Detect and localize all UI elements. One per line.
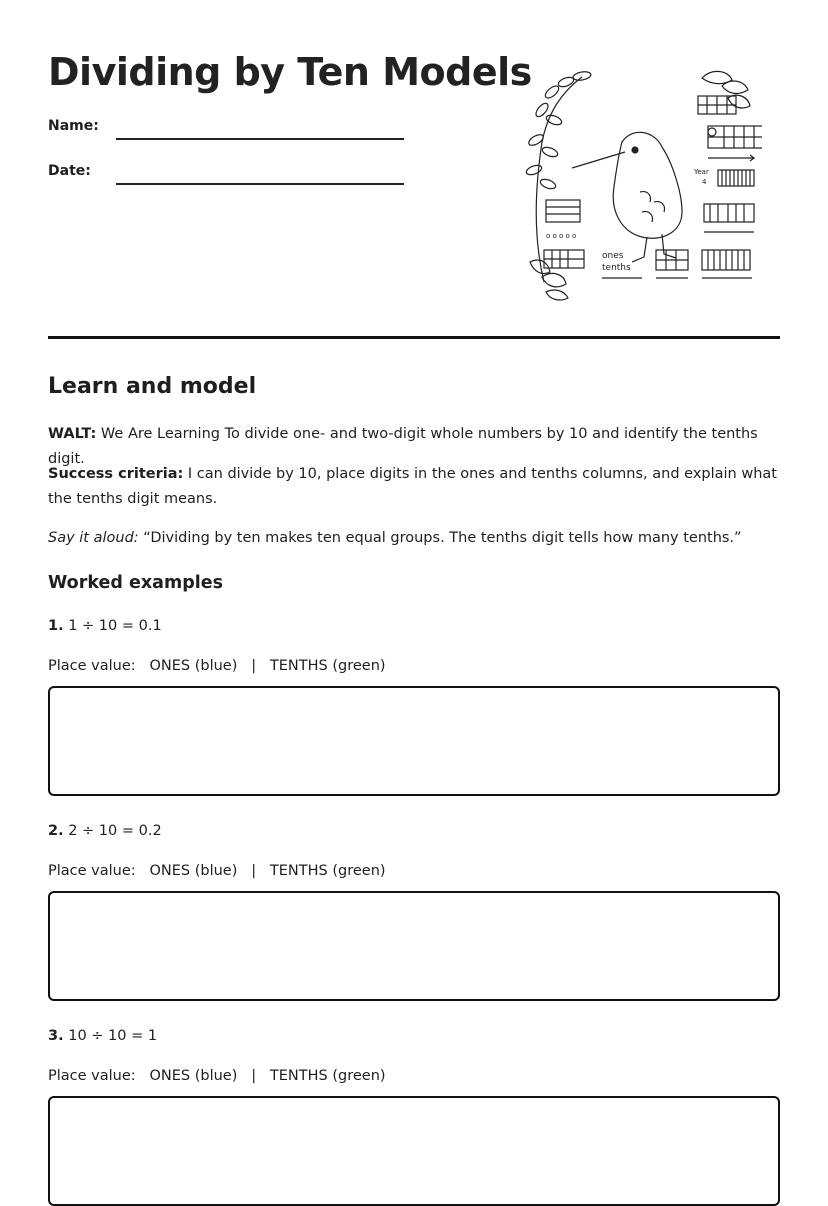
example-equation [48,618,162,634]
example-equation [48,823,162,839]
place-value-line: Place value: ONES (blue) | TENTHS (green) [48,863,386,879]
svg-text:tenths: tenths [602,263,631,273]
name-label: Name: [48,118,99,134]
place-value-line: Place value: ONES (blue) | TENTHS (green) [48,658,386,674]
example-number: 1. [48,618,64,634]
svg-text:ones: ones [602,251,624,261]
criteria-text: I can divide by 10, place digits in the ones and tenths columns, and explain what the tenths digit means. [48,466,777,507]
date-write-line[interactable] [116,183,404,185]
example-equation-text: 1 ÷ 10 = 0.1 [63,618,162,634]
say-aloud-paragraph [48,526,780,551]
model-answer-box[interactable] [48,1096,780,1206]
example-number: 2. [48,823,64,839]
svg-text:Year: Year [694,168,709,176]
kiwi-bird-place-value-illustration-icon [522,62,762,306]
model-answer-box[interactable] [48,686,780,796]
model-answer-box[interactable] [48,891,780,1001]
header-divider [48,336,780,339]
criteria-label: Success criteria: [48,466,184,482]
example-number: 3. [48,1028,64,1044]
svg-text:4: 4 [702,178,707,186]
page-title: Dividing by Ten Models [48,50,532,94]
name-field [48,118,99,134]
date-label: Date: [48,163,91,179]
success-criteria-paragraph [48,462,780,512]
section-heading: Learn and model [48,374,257,399]
say-text: “Dividing by ten makes ten equal groups. The tenths digit tells how many tenths.” [138,530,742,546]
worked-examples-heading: Worked examples [48,573,223,593]
example-equation-text: 10 ÷ 10 = 1 [63,1028,158,1044]
place-value-line: Place value: ONES (blue) | TENTHS (green) [48,1068,386,1084]
walt-label: WALT: [48,426,97,442]
name-write-line[interactable] [116,138,404,140]
example-equation-text: 2 ÷ 10 = 0.2 [63,823,162,839]
say-label: Say it aloud: [48,530,139,546]
date-field [48,163,91,179]
walt-text: We Are Learning To divide one- and two-digit whole numbers by 10 and identify the tenths digit. [48,426,758,467]
svg-text:o o o o o: o o o o o [546,232,577,240]
example-equation [48,1028,157,1044]
